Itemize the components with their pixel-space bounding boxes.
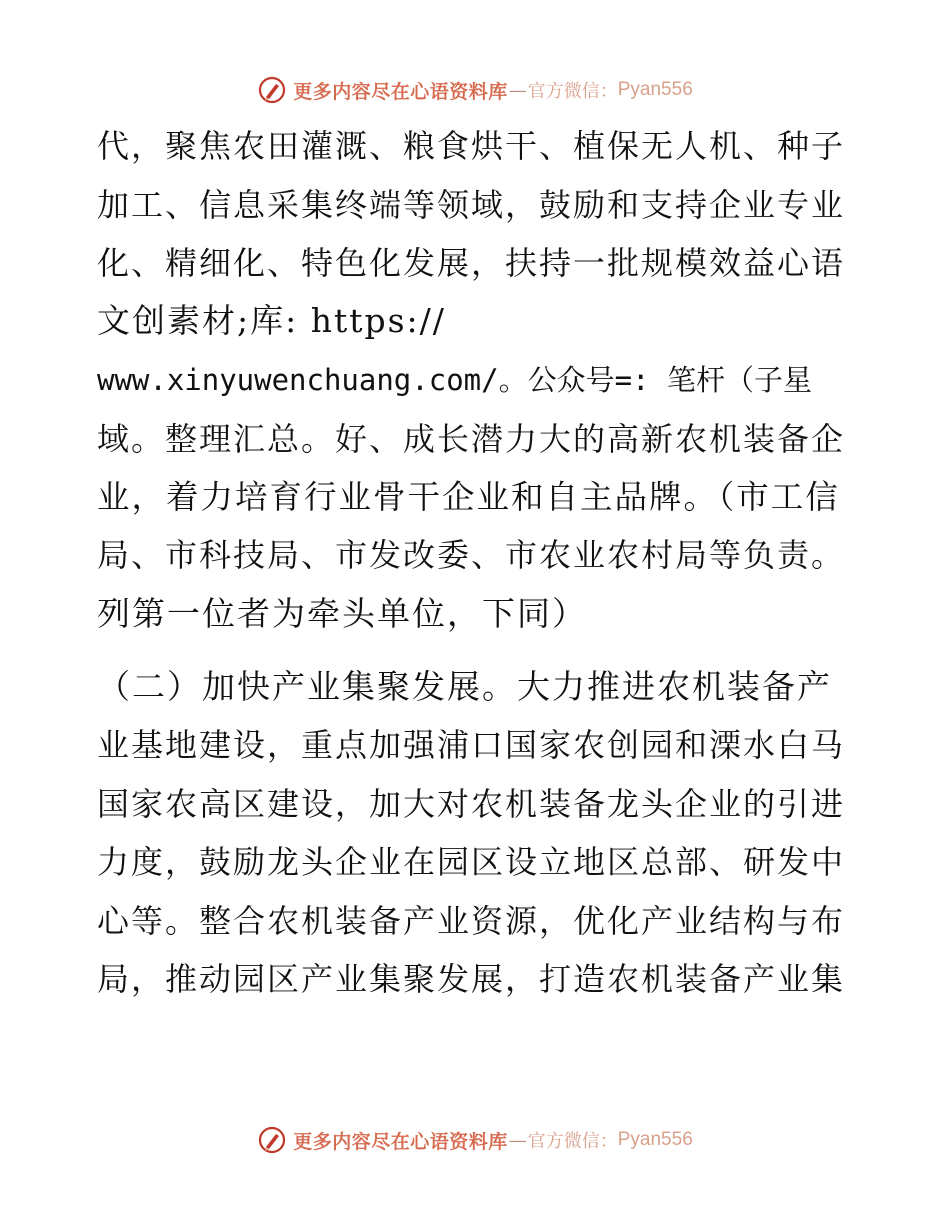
watermark-wechat-id: Pyan556 xyxy=(617,1129,693,1150)
paragraph-line: 域。整理汇总。好、成长潜力大的高新农机装备企 xyxy=(97,420,846,458)
paragraph-line: 加工、信息采集终端等领域，鼓励和支持企业专业 xyxy=(97,186,846,224)
paragraph-line: 心等。整合农机装备产业资源，优化产业结构与布 xyxy=(97,902,846,940)
watermark-wechat-id: Pyan556 xyxy=(617,79,693,100)
paragraph-line: 文创素材;库: https:// xyxy=(97,301,446,340)
paragraph-line: 局，推动园区产业集聚发展，打造农机装备产业集 xyxy=(97,960,846,998)
footer-watermark xyxy=(0,1120,950,1160)
paragraph-line: 列第一位者为牵头单位，下同） xyxy=(97,594,587,633)
pen-logo-icon xyxy=(257,75,287,105)
paragraph-line: 力度，鼓励龙头企业在园区设立地区总部、研发中 xyxy=(97,843,846,881)
paragraph-line: 局、市科技局、市发改委、市农业农村局等负责。 xyxy=(97,536,846,574)
paragraph-line: www.xinyuwenchuang.com/。公众号=: 笔杆（子星 xyxy=(97,363,812,397)
watermark-wechat-label: 官方微信： xyxy=(527,81,618,102)
watermark-separator: — xyxy=(508,1129,527,1151)
watermark-wechat-label: 官方微信： xyxy=(527,1131,618,1152)
header-watermark xyxy=(0,70,950,110)
watermark-brand-text: 更多内容尽在心语资料库 xyxy=(293,1130,508,1153)
paragraph-line: 代，聚焦农田灌溉、粮食烘干、植保无人机、种子 xyxy=(97,127,846,165)
paragraph-line: 业，着力培育行业骨干企业和自主品牌。（市工信 xyxy=(97,478,840,516)
paragraph-line: 化、精细化、特色化发展，扶持一批规模效益心语 xyxy=(97,244,846,282)
paragraph-line: （二）加快产业集聚发展。大力推进农机装备产 xyxy=(97,667,832,706)
pen-logo-icon xyxy=(257,1125,287,1155)
paragraph-line: 国家农高区建设，加大对农机装备龙头企业的引进 xyxy=(97,785,846,823)
paragraph-line: 业基地建设，重点加强浦口国家农创园和溧水白马 xyxy=(97,726,846,764)
watermark-brand-text: 更多内容尽在心语资料库 xyxy=(293,80,508,103)
watermark-separator: — xyxy=(508,79,527,101)
